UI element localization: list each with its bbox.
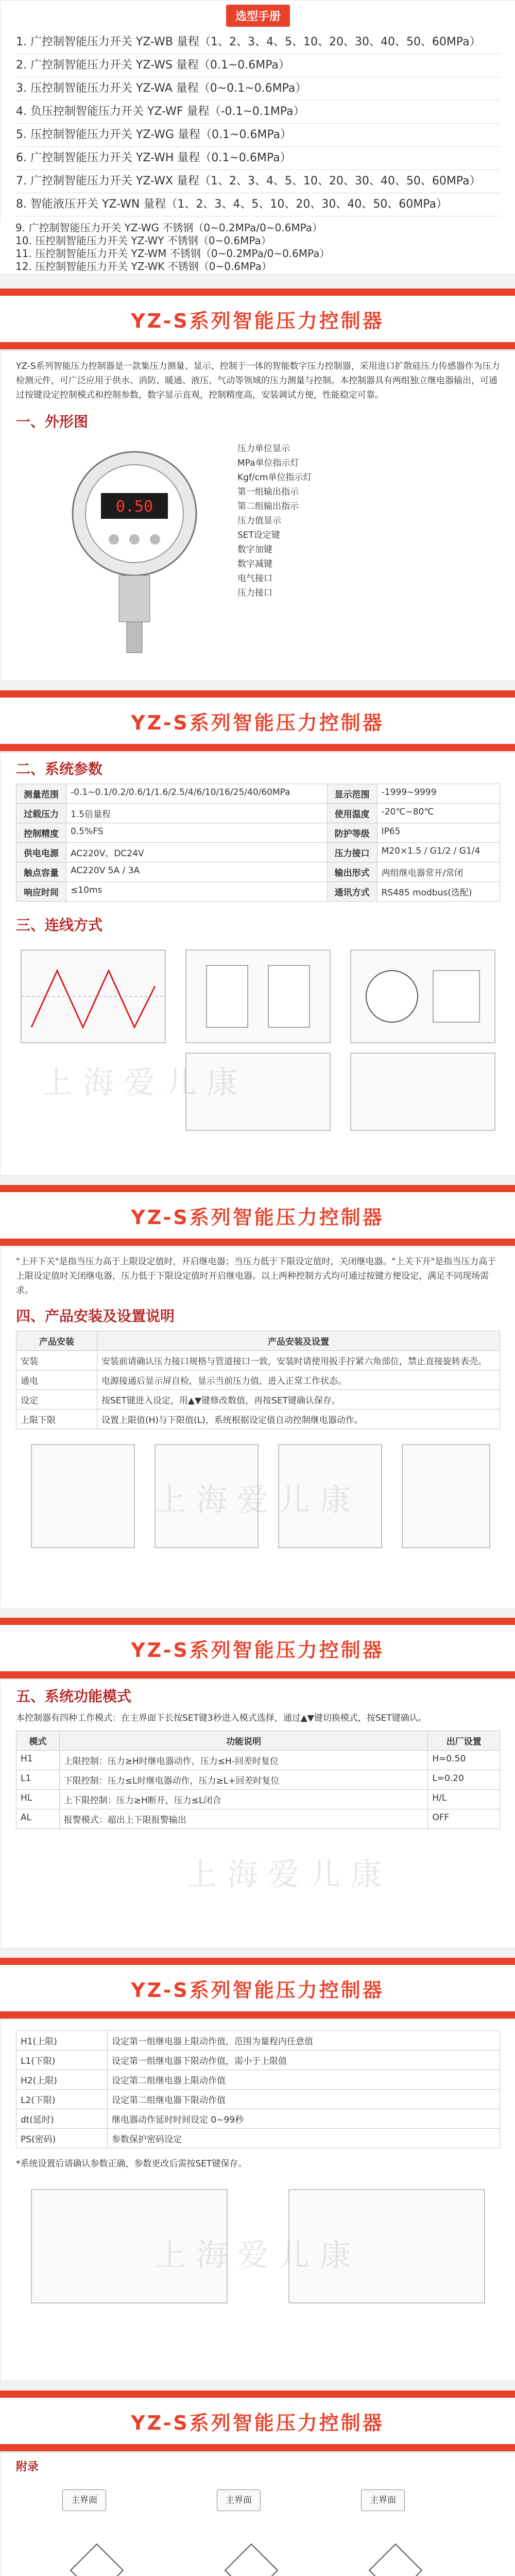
params-table <box>16 784 500 902</box>
table-cell: 触点容量 <box>16 862 66 882</box>
table-row <box>16 2050 500 2070</box>
install-table <box>16 1331 500 1429</box>
table-cell: -0.1~0.1/0.2/0.6/1/1.6/2.5/4/6/10/16/25/40/60MPa <box>66 784 327 804</box>
table-cell: 两组继电器常开/常闭 <box>377 862 500 882</box>
model-item: 7. 广控制智能压力开关 YZ-WX 量程（1、2、3、4、5、10、20、30、40、50、60MPa） <box>16 170 500 193</box>
table-cell: 1.5倍量程 <box>66 804 327 823</box>
outline-label: 数字加键 <box>237 545 272 555</box>
table-cell: 通讯方式 <box>327 882 377 902</box>
banner-title: YZ-S系列智能压力控制器 <box>131 1638 384 1662</box>
model-list-more <box>0 222 515 273</box>
model-list <box>16 31 500 216</box>
model-item: 12. 压控制智能压力开关 YZ-WK 不锈钢（0~0.6MPa） <box>15 260 272 273</box>
outline-label: MPa单位指示灯 <box>237 458 299 468</box>
table-cell: 上限控制：压力≥H时继电器动作，压力≤H-回差时复位 <box>59 1751 428 1770</box>
outline-label: 压力单位显示 <box>237 444 290 454</box>
table-cell: 使用温度 <box>327 804 377 823</box>
flow-node: 主界面 <box>361 2489 405 2511</box>
outline-label: 电气接口 <box>237 573 272 584</box>
section-banner <box>0 289 515 349</box>
flow-node: 主界面 <box>217 2489 261 2511</box>
outline-label: Kgf/cm单位指示灯 <box>237 472 312 483</box>
flow-diagram <box>1 2479 515 2576</box>
table-cell: 上限下限 <box>16 1410 97 1429</box>
table-cell: OFF <box>428 1809 500 1829</box>
table-cell: AL <box>16 1809 60 1829</box>
model-item: 6. 广控制智能压力开关 YZ-WH 量程（0.1~0.6MPa） <box>16 147 500 170</box>
table-cell: 控制精度 <box>16 823 66 843</box>
table-cell: 继电器动作延时时间设定 0~99秒 <box>108 2109 500 2129</box>
settings-figure <box>1 2179 515 2313</box>
intro-section <box>0 350 515 681</box>
table-cell: 过载压力 <box>16 804 66 823</box>
table-cell: 下限控制：压力≤L时继电器动作，压力≥L+回差时复位 <box>59 1770 428 1790</box>
table-row <box>16 1331 500 1351</box>
outline-label: 压力接口 <box>237 588 272 598</box>
table-cell: 压力接口 <box>327 843 377 862</box>
flow-heading: 附录 <box>16 2461 39 2473</box>
table-cell: AC220V 5A / 3A <box>66 862 327 882</box>
table-cell: dt(延时) <box>16 2109 108 2129</box>
banner-title: YZ-S系列智能压力控制器 <box>131 711 384 734</box>
outline-label: 数字减键 <box>237 559 272 569</box>
table-row <box>16 1410 500 1429</box>
svg-text:0.50: 0.50 <box>115 498 153 516</box>
table-cell: H/L <box>428 1790 500 1809</box>
flow-decision <box>225 2544 279 2576</box>
table-cell: 输出形式 <box>327 862 377 882</box>
table-cell: 通电 <box>16 1370 97 1390</box>
table-row <box>16 1751 500 1770</box>
table-cell: L1(下限) <box>16 2050 108 2070</box>
banner-title: YZ-S系列智能压力控制器 <box>131 1206 384 1229</box>
table-cell: 设定第一组继电器上限动作值，范围为量程内任意值 <box>108 2031 500 2050</box>
table-row <box>16 784 500 804</box>
modes-section <box>0 1680 515 1948</box>
watermark-text: 上海爱儿康 <box>155 1482 361 1518</box>
settings-table <box>16 2030 500 2148</box>
modes-heading: 五、系统功能模式 <box>16 1688 132 1705</box>
table-row <box>16 1351 500 1370</box>
model-item: 9. 广控制智能压力开关 YZ-WG 不锈钢（0~0.2MPa/0~0.6MPa） <box>15 222 323 234</box>
wiring-heading: 三、连线方式 <box>16 917 103 934</box>
watermark-text: 上海爱儿康 <box>155 2238 361 2274</box>
table-cell: L=0.20 <box>428 1770 500 1790</box>
outline-label: SET设定键 <box>237 530 280 540</box>
install-figure <box>1 1429 515 1563</box>
table-cell: 测量范围 <box>16 784 66 804</box>
params-heading: 二、系统参数 <box>16 760 103 777</box>
table-cell: 上下限控制：压力≥H断开，压力≤L闭合 <box>59 1790 428 1809</box>
table-cell: ≤10ms <box>66 882 327 902</box>
table-row <box>16 2109 500 2129</box>
table-cell: IP65 <box>377 823 500 843</box>
table-row <box>16 862 500 882</box>
model-item: 10. 压控制智能压力开关 YZ-WY 不锈钢（0~0.6MPa） <box>15 234 271 247</box>
banner-title: YZ-S系列智能压力控制器 <box>131 1978 384 2002</box>
features-text: "上开下关"是指当压力高于上限设定值时，开启继电器；当压力低于下限设定值时，关闭继电器。"上关下开"是指当压力高于上限设定值时关闭继电器，压力低于下限设定值时开启继电器。以上两种控制方式均可通过按键方便设定，满足不同现场需求。 <box>16 1257 496 1296</box>
banner-title: YZ-S系列智能压力控制器 <box>131 2411 384 2434</box>
table-cell: 参数保护密码设定 <box>108 2129 500 2148</box>
table-cell: 电源接通后显示屏自检，显示当前压力值，进入正常工作状态。 <box>97 1370 500 1390</box>
table-cell: 设定第二组继电器下限动作值 <box>108 2090 500 2109</box>
watermark-text: 上海爱儿康 <box>42 1065 248 1101</box>
outline-figure <box>1 436 515 663</box>
outline-label: 压力值显示 <box>237 516 281 526</box>
table-cell: 防护等级 <box>327 823 377 843</box>
table-cell: 设置上限值(H)与下限值(L)，系统根据设定值自动控制继电器动作。 <box>97 1410 500 1429</box>
flow-node: 主界面 <box>62 2489 106 2511</box>
flowchart-section <box>0 2452 515 2576</box>
table-row <box>16 1390 500 1410</box>
flow-decision <box>369 2544 423 2576</box>
manual-title: 选型手册 <box>226 5 290 27</box>
model-item: 1. 广控制智能压力开关 YZ-WB 量程（1、2、3、4、5、10、20、30、40、50、60MPa） <box>16 31 500 54</box>
outline-label: 第一组输出指示 <box>237 487 299 497</box>
model-item: 3. 压控制智能压力开关 YZ-WA 量程（0~0.1~0.6MPa） <box>16 77 500 100</box>
model-item: 4. 负压控制智能压力开关 YZ-WF 量程（-0.1~0.1MPa） <box>16 100 500 124</box>
selection-header <box>0 0 515 223</box>
table-row <box>16 882 500 902</box>
table-cell: 安装 <box>16 1351 97 1370</box>
table-cell: 报警模式：超出上下限报警输出 <box>59 1809 428 1829</box>
section-banner <box>0 1958 515 2019</box>
table-cell: 显示范围 <box>327 784 377 804</box>
settings-section <box>0 2020 515 2381</box>
table-cell: 安装前请确认压力接口规格与管道接口一致，安装时请使用扳手拧紧六角部位，禁止直接旋转表壳。 <box>97 1351 500 1370</box>
settings-note: *系统设置后请确认参数正确，参数更改后需按SET键保存。 <box>16 2159 247 2169</box>
table-row <box>16 1370 500 1390</box>
table-cell: 设定 <box>16 1390 97 1410</box>
model-item: 8. 智能液压开关 YZ-WN 量程（1、2、3、4、5、10、20、30、40、50、60MPa） <box>16 193 500 216</box>
table-row <box>16 823 500 843</box>
table-row <box>16 2129 500 2148</box>
params-section <box>0 752 515 1176</box>
table-row <box>16 1809 500 1829</box>
table-header: 模式 <box>16 1731 60 1751</box>
table-header: 产品安装及设置 <box>97 1331 500 1351</box>
table-cell: 0.5%FS <box>66 823 327 843</box>
watermark-text: 上海爱儿康 <box>186 1857 392 1893</box>
table-cell: 供电电源 <box>16 843 66 862</box>
table-cell: H=0.50 <box>428 1751 500 1770</box>
section-banner <box>0 2391 515 2451</box>
flow-decision <box>70 2544 124 2576</box>
table-row <box>16 2070 500 2090</box>
model-item: 11. 压控制智能压力开关 YZ-WM 不锈钢（0~0.2MPa/0~0.6MPa） <box>15 247 330 260</box>
outline-heading: 一、外形图 <box>16 413 89 430</box>
intro-text: YZ-S系列智能压力控制器是一款集压力测量、显示、控制于一体的智能数字压力控制器，采用进口扩散硅压力传感器作为压力检测元件，可广泛应用于供水、消防、暖通、液压、气动等领域的压力测量与控制。本控制器具有两组独立继电器输出，可通过按键设定控制模式和控制参数，数字显示直观，控制精度高，安装调试方便，性能稳定可靠。 <box>16 361 500 400</box>
table-row <box>16 1790 500 1809</box>
table-cell: 设定第一组继电器下限动作值，需小于上限值 <box>108 2050 500 2070</box>
install-heading: 四、产品安装及设置说明 <box>16 1308 175 1325</box>
table-cell: L1 <box>16 1770 60 1790</box>
wiring-diagrams <box>1 940 515 1136</box>
table-cell: -20℃~80℃ <box>377 804 500 823</box>
model-item: 2. 广控制智能压力开关 YZ-WS 量程（0.1~0.6MPa） <box>16 54 500 77</box>
table-cell: H1(上限) <box>16 2031 108 2050</box>
table-cell: M20×1.5 / G1/2 / G1/4 <box>377 843 500 862</box>
table-cell: H1 <box>16 1751 60 1770</box>
table-cell: HL <box>16 1790 60 1809</box>
section-banner <box>0 1618 515 1679</box>
modes-text: 本控制器有四种工作模式：在主界面下长按SET键3秒进入模式选择，通过▲▼键切换模式，按SET键确认。 <box>16 1713 427 1723</box>
section-banner <box>0 1185 515 1246</box>
table-cell: 响应时间 <box>16 882 66 902</box>
table-header: 功能说明 <box>59 1731 428 1751</box>
modes-table <box>16 1731 500 1829</box>
model-item: 5. 压控制智能压力开关 YZ-WG 量程（0.1~0.6MPa） <box>16 124 500 147</box>
install-section <box>0 1247 515 1608</box>
table-row <box>16 1770 500 1790</box>
table-cell: 按SET键进入设定，用▲▼键修改数值，再按SET键确认保存。 <box>97 1390 500 1410</box>
wiring-drawing <box>1 940 515 1136</box>
table-row <box>16 1731 500 1751</box>
outline-label: 第二组输出指示 <box>237 501 299 512</box>
banner-title: YZ-S系列智能压力控制器 <box>131 309 384 332</box>
table-cell: PS(密码) <box>16 2129 108 2148</box>
table-row <box>16 843 500 862</box>
table-cell: H2(上限) <box>16 2070 108 2090</box>
table-header: 出厂设置 <box>428 1731 500 1751</box>
table-row <box>16 804 500 823</box>
table-cell: -1999~9999 <box>377 784 500 804</box>
table-row <box>16 2031 500 2050</box>
table-header: 产品安装 <box>16 1331 97 1351</box>
table-cell: 设定第二组继电器上限动作值 <box>108 2070 500 2090</box>
section-banner <box>0 690 515 751</box>
table-cell: RS485 modbus(选配) <box>377 882 500 902</box>
table-cell: AC220V、DC24V <box>66 843 327 862</box>
table-row <box>16 2090 500 2109</box>
table-cell: L2(下限) <box>16 2090 108 2109</box>
